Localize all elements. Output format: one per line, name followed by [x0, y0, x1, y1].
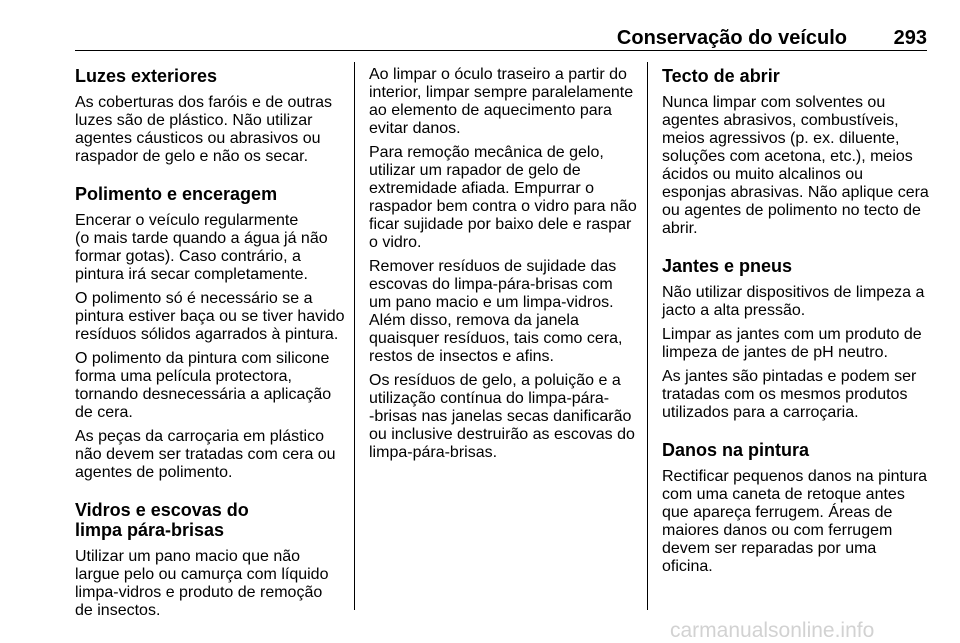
text-line: agentes abrasivos, combustíveis,	[662, 112, 899, 129]
text-line: extremidade afiada. Empurrar o	[369, 180, 594, 197]
paragraph	[662, 368, 928, 422]
text-line: jacto a alta pressão.	[662, 302, 806, 319]
text-line: O polimento só é necessário se a	[75, 290, 313, 307]
text-line: Encerar o veículo regularmente	[75, 212, 299, 229]
text-line: devem ser reparadas por uma	[662, 540, 877, 557]
page-header	[75, 27, 927, 49]
text-line: limpeza de jantes de pH neutro.	[662, 344, 888, 361]
page-number: 293	[893, 27, 927, 49]
text-line: limpa-pára-brisas.	[369, 444, 498, 461]
text-line: escovas do limpa-pára-brisas com	[369, 276, 613, 293]
text-line: oficina.	[662, 558, 713, 575]
text-line: utilizados para a carroçaria.	[662, 404, 859, 421]
text-line: ou agentes de polimento no tecto de	[662, 202, 921, 219]
text-line: Não utilizar dispositivos de limpeza a	[662, 284, 925, 301]
text-line: largue pelo ou camurça com líquido	[75, 566, 329, 583]
text-line: tornando desnecessária a aplicação	[75, 386, 332, 403]
text-line: o vidro.	[369, 234, 422, 251]
heading-line: limpa pára-brisas	[75, 520, 225, 540]
column-divider	[354, 62, 355, 610]
text-line: Os resíduos de gelo, a poluição e a	[369, 372, 621, 389]
heading-luzes-exteriores: Luzes exteriores	[75, 66, 218, 86]
header-rule	[75, 50, 927, 51]
text-line: utilização contínua do limpa-pára-	[369, 390, 610, 407]
watermark: carmanualsonline.info	[670, 619, 875, 642]
text-line: evitar danos.	[369, 120, 461, 137]
text-line: O polimento da pintura com silicone	[75, 350, 330, 367]
text-line: agentes cáusticos ou abrasivos ou	[75, 130, 321, 147]
text-line: ácidos ou muito alcalinos ou	[662, 166, 864, 183]
text-line: Remover resíduos de sujidade das	[369, 258, 617, 275]
text-line: luzes são de plástico. Não utilizar	[75, 112, 313, 129]
column-3	[662, 66, 928, 582]
text-line: abrir.	[662, 220, 698, 237]
text-line: utilizar um rapador de gelo de	[369, 162, 581, 179]
text-line: pintura irá secar completamente.	[75, 266, 308, 283]
paragraph	[75, 350, 341, 422]
heading-polimento: Polimento e enceragem	[75, 184, 278, 204]
column-2	[369, 66, 639, 468]
paragraph	[662, 284, 928, 320]
paragraph	[662, 94, 928, 238]
text-line: ao elemento de aquecimento para	[369, 102, 612, 119]
text-line: agentes de polimento.	[75, 464, 233, 481]
paragraph	[662, 326, 928, 362]
text-line: (o mais tarde quando a água já não	[75, 230, 328, 247]
text-line: resíduos sólidos agarrados à pintura.	[75, 326, 339, 343]
text-line: raspador de gelo e não os secar.	[75, 148, 309, 165]
heading-tecto-de-abrir: Tecto de abrir	[662, 66, 780, 86]
text-line: quaisquer resíduos, tais como cera,	[369, 330, 623, 347]
text-line: As jantes são pintadas e podem ser	[662, 368, 917, 385]
text-line: esponjas abrasivas. Não aplique cera	[662, 184, 929, 201]
text-line: de cera.	[75, 404, 133, 421]
paragraph	[369, 144, 639, 252]
text-line: limpa-vidros e produto de remoção	[75, 584, 323, 601]
text-line: Nunca limpar com solventes ou	[662, 94, 886, 111]
text-line: raspador bem contra o vidro para não	[369, 198, 637, 215]
paragraph	[662, 468, 928, 576]
text-line: Além disso, remova da janela	[369, 312, 579, 329]
text-line: de insectos.	[75, 602, 161, 619]
text-line: interior, limpar sempre paralelamente	[369, 84, 634, 101]
paragraph	[75, 94, 341, 166]
paragraph	[75, 212, 341, 284]
paragraph	[75, 290, 345, 344]
text-line: que apareça ferrugem. Áreas de	[662, 504, 893, 521]
text-line: forma uma película protectora,	[75, 368, 292, 385]
text-line: um pano macio e um limpa-vidros.	[369, 294, 614, 311]
heading-jantes-e-pneus: Jantes e pneus	[662, 256, 793, 276]
heading-line: Vidros e escovas do	[75, 500, 249, 520]
text-line: pintura estiver baça ou se tiver havido	[75, 308, 345, 325]
paragraph	[369, 66, 639, 138]
paragraph	[369, 258, 639, 366]
text-line: As coberturas dos faróis e de outras	[75, 94, 333, 111]
column-1	[75, 66, 345, 626]
text-line: com uma caneta de retoque antes	[662, 486, 905, 503]
heading-vidros	[75, 500, 341, 540]
section-title: Conservação do veículo	[616, 27, 847, 49]
text-line: ficar sujidade por baixo dele e raspar	[369, 216, 632, 233]
text-line: Ao limpar o óculo traseiro a partir do	[369, 66, 627, 83]
text-line: restos de insectos e afins.	[369, 348, 554, 365]
text-line: Limpar as jantes com um produto de	[662, 326, 922, 343]
paragraph	[75, 428, 341, 482]
text-line: formar gotas). Caso contrário, a	[75, 248, 301, 265]
text-line: As peças da carroçaria em plástico	[75, 428, 324, 445]
text-line: Utilizar um pano macio que não	[75, 548, 301, 565]
paragraph	[369, 372, 639, 462]
text-line: -brisas nas janelas secas danificarão	[369, 408, 632, 425]
text-line: ou inclusive destruirão as escovas do	[369, 426, 635, 443]
text-line: maiores danos ou com ferrugem	[662, 522, 893, 539]
text-line: meios agressivos (p. ex. diluente,	[662, 130, 900, 147]
heading-danos-na-pintura: Danos na pintura	[662, 440, 810, 460]
text-line: não devem ser tratadas com cera ou	[75, 446, 336, 463]
text-line: Para remoção mecânica de gelo,	[369, 144, 604, 161]
text-line: Rectificar pequenos danos na pintura	[662, 468, 928, 485]
paragraph	[75, 548, 341, 620]
text-line: soluções com acetona, etc.), meios	[662, 148, 913, 165]
text-line: tratadas com os mesmos produtos	[662, 386, 908, 403]
column-divider	[647, 62, 648, 610]
